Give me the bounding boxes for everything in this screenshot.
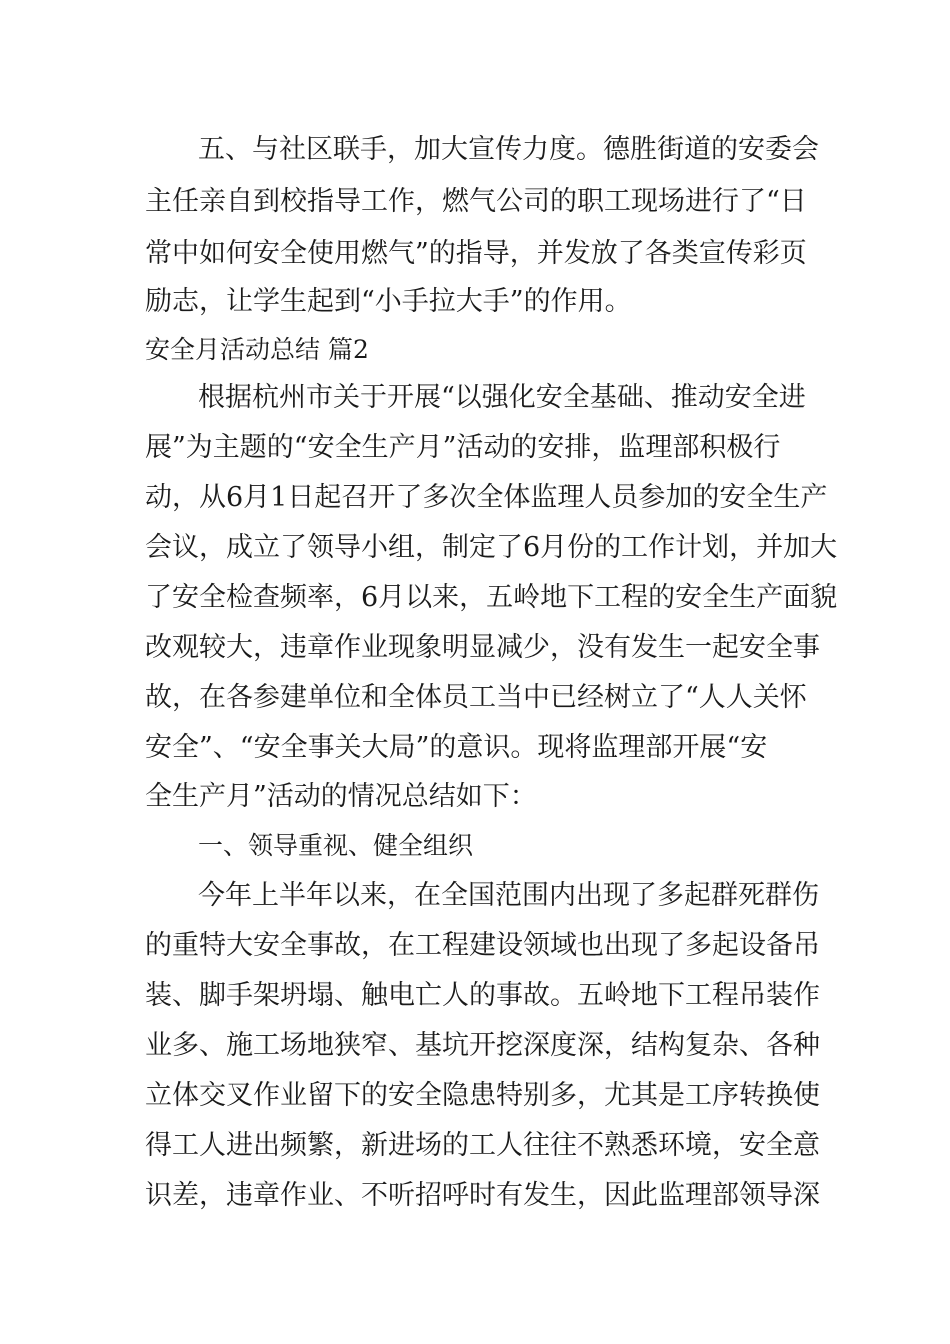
section-title: 安全月活动总结 篇2 <box>145 335 369 364</box>
subsection-title: 一、领导重视、健全组织 <box>198 831 474 860</box>
paragraph-line: 得工人进出频繁，新进场的工人往往不熟悉环境，安全意 <box>145 1130 820 1161</box>
paragraph-line: 故，在各参建单位和全体员工当中已经树立了“人人关怀 <box>145 682 807 713</box>
paragraph-line: 改观较大，违章作业现象明显减少，没有发生一起安全事 <box>145 632 820 663</box>
paragraph-line: 立体交叉作业留下的安全隐患特别多，尤其是工序转换使 <box>145 1080 820 1111</box>
paragraph-line: 常中如何安全使用燃气”的指导，并发放了各类宣传彩页 <box>145 238 807 269</box>
paragraph-line: 根据杭州市关于开展“以强化安全基础、推动安全进 <box>198 382 806 413</box>
paragraph-line: 励志，让学生起到“小手拉大手”的作用。 <box>145 286 632 317</box>
paragraph-line: 业多、施工场地狭窄、基坑开挖深度深，结构复杂、各种 <box>145 1030 820 1061</box>
paragraph-line: 装、脚手架坍塌、触电亡人的事故。五岭地下工程吊装作 <box>145 980 820 1011</box>
paragraph-line: 今年上半年以来，在全国范围内出现了多起群死群伤 <box>198 880 819 911</box>
paragraph-line: 的重特大安全事故，在工程建设领域也出现了多起设备吊 <box>145 930 820 961</box>
paragraph-line: 识差，违章作业、不听招呼时有发生，因此监理部领导深 <box>145 1180 820 1211</box>
paragraph-line: 展”为主题的“安全生产月”活动的安排，监理部积极行 <box>145 432 781 463</box>
paragraph-line: 全生产月”活动的情况总结如下： <box>145 781 537 812</box>
paragraph-line: 会议，成立了领导小组，制定了6月份的工作计划，并加大 <box>145 532 838 563</box>
paragraph-line: 了安全检查频率，6月以来，五岭地下工程的安全生产面貌 <box>145 582 838 613</box>
paragraph-line: 动，从6月1日起召开了多次全体监理人员参加的安全生产 <box>145 482 828 513</box>
paragraph-line: 五、与社区联手，加大宣传力度。德胜街道的安委会 <box>198 134 819 165</box>
paragraph-line: 主任亲自到校指导工作，燃气公司的职工现场进行了“日 <box>145 186 807 217</box>
paragraph-line: 安全”、“安全事关大局”的意识。现将监理部开展“安 <box>145 732 768 763</box>
